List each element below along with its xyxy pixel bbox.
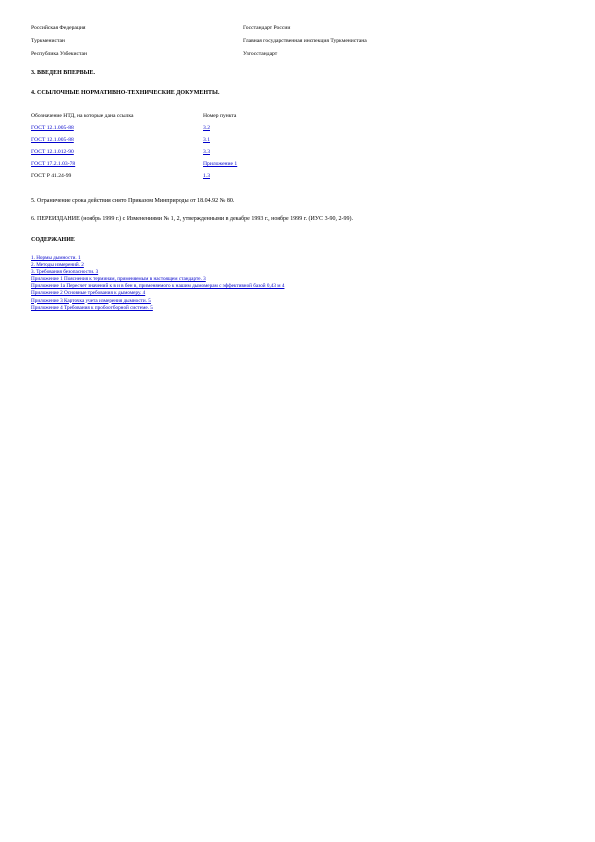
clause-link[interactable]: 1.3 xyxy=(203,173,210,179)
table-row xyxy=(31,158,237,170)
agency-row xyxy=(31,34,571,47)
table-of-contents xyxy=(31,255,284,312)
clause-link[interactable]: 3.2 xyxy=(203,125,210,131)
section-introduced: 3. ВВЕДЕН ВПЕРВЫЕ. xyxy=(31,70,96,76)
section-references-title: 4. ССЫЛОЧНЫЕ НОРМАТИВНО-ТЕХНИЧЕСКИЕ ДОКУМЕНТЫ. xyxy=(31,90,220,96)
section-validity: 5. Ограничение срока действия снято Приказом Минприроды от 18.04.92 № 80. xyxy=(31,198,235,204)
clause-link[interactable]: 3.1 xyxy=(203,137,210,143)
agency-country: Республика Узбекистан xyxy=(31,50,87,57)
agency-country: Туркменистан xyxy=(31,37,65,44)
toc-link[interactable]: 3. Требования безопасности. 3 xyxy=(31,269,99,276)
table-row xyxy=(31,134,237,146)
references-table xyxy=(31,110,237,182)
doc-link[interactable]: ГОСТ 12.1.005-88 xyxy=(31,137,74,143)
table-row xyxy=(31,146,237,158)
table-header-clause: Номер пункта xyxy=(203,113,237,119)
toc-link[interactable]: Приложение 1 Пояснения к терминам, применяемым в настоящем стандарте. 3 xyxy=(31,276,206,283)
toc-link[interactable]: Приложение 4 Требования к пробоотборной системе. 5 xyxy=(31,304,153,311)
agency-name: Госстандарт России xyxy=(243,24,291,31)
toc-link[interactable]: 2. Методы измерений. 2 xyxy=(31,262,84,269)
doc-link[interactable]: ГОСТ 17.2.1.03-78 xyxy=(31,161,76,167)
agency-row xyxy=(31,21,571,34)
clause-link[interactable]: 3.3 xyxy=(203,149,210,155)
toc-link[interactable]: 1. Нормы дымности. 1 xyxy=(31,255,81,261)
doc-link[interactable]: ГОСТ 12.1.005-88 xyxy=(31,125,74,131)
agency-row xyxy=(31,47,571,60)
section-reissue: 6. ПЕРЕИЗДАНИЕ (ноябрь 1999 г.) с Изменениями № 1, 2, утвержденными в декабре 1993 г., ноябре 1999 г. (ИУС 3-90, 2-99). xyxy=(31,216,354,222)
doc-link[interactable]: ГОСТ 12.1.012-90 xyxy=(31,149,74,155)
table-header-doc: Обозначение НТД, на которые дана ссылка xyxy=(31,113,134,119)
table-row xyxy=(31,122,237,134)
doc-text: ГОСТ Р 41.24-99 xyxy=(31,173,72,179)
table-row xyxy=(31,170,237,182)
toc-link[interactable]: Приложение 3 Карточка учета измерения дымности. 5 xyxy=(31,297,151,304)
agency-name: Главная государственная инспекция Туркменистана xyxy=(243,37,367,44)
adopting-agencies-list xyxy=(31,21,571,60)
contents-title: СОДЕРЖАНИЕ xyxy=(31,237,75,243)
toc-link[interactable]: Приложение 1а Пересчет значений к в и в бен в, применяемого к нашим дымомерам с эффективной базой 0,43 м 4 xyxy=(31,283,285,290)
agency-name: Узгосстандарт xyxy=(243,50,278,57)
agency-country: Российская Федерация xyxy=(31,24,86,31)
clause-link[interactable]: Приложение 1 xyxy=(203,161,238,167)
table-header-row xyxy=(31,110,237,122)
toc-link[interactable]: Приложение 2 Основные требования к дымомеру. 4 xyxy=(31,290,146,297)
